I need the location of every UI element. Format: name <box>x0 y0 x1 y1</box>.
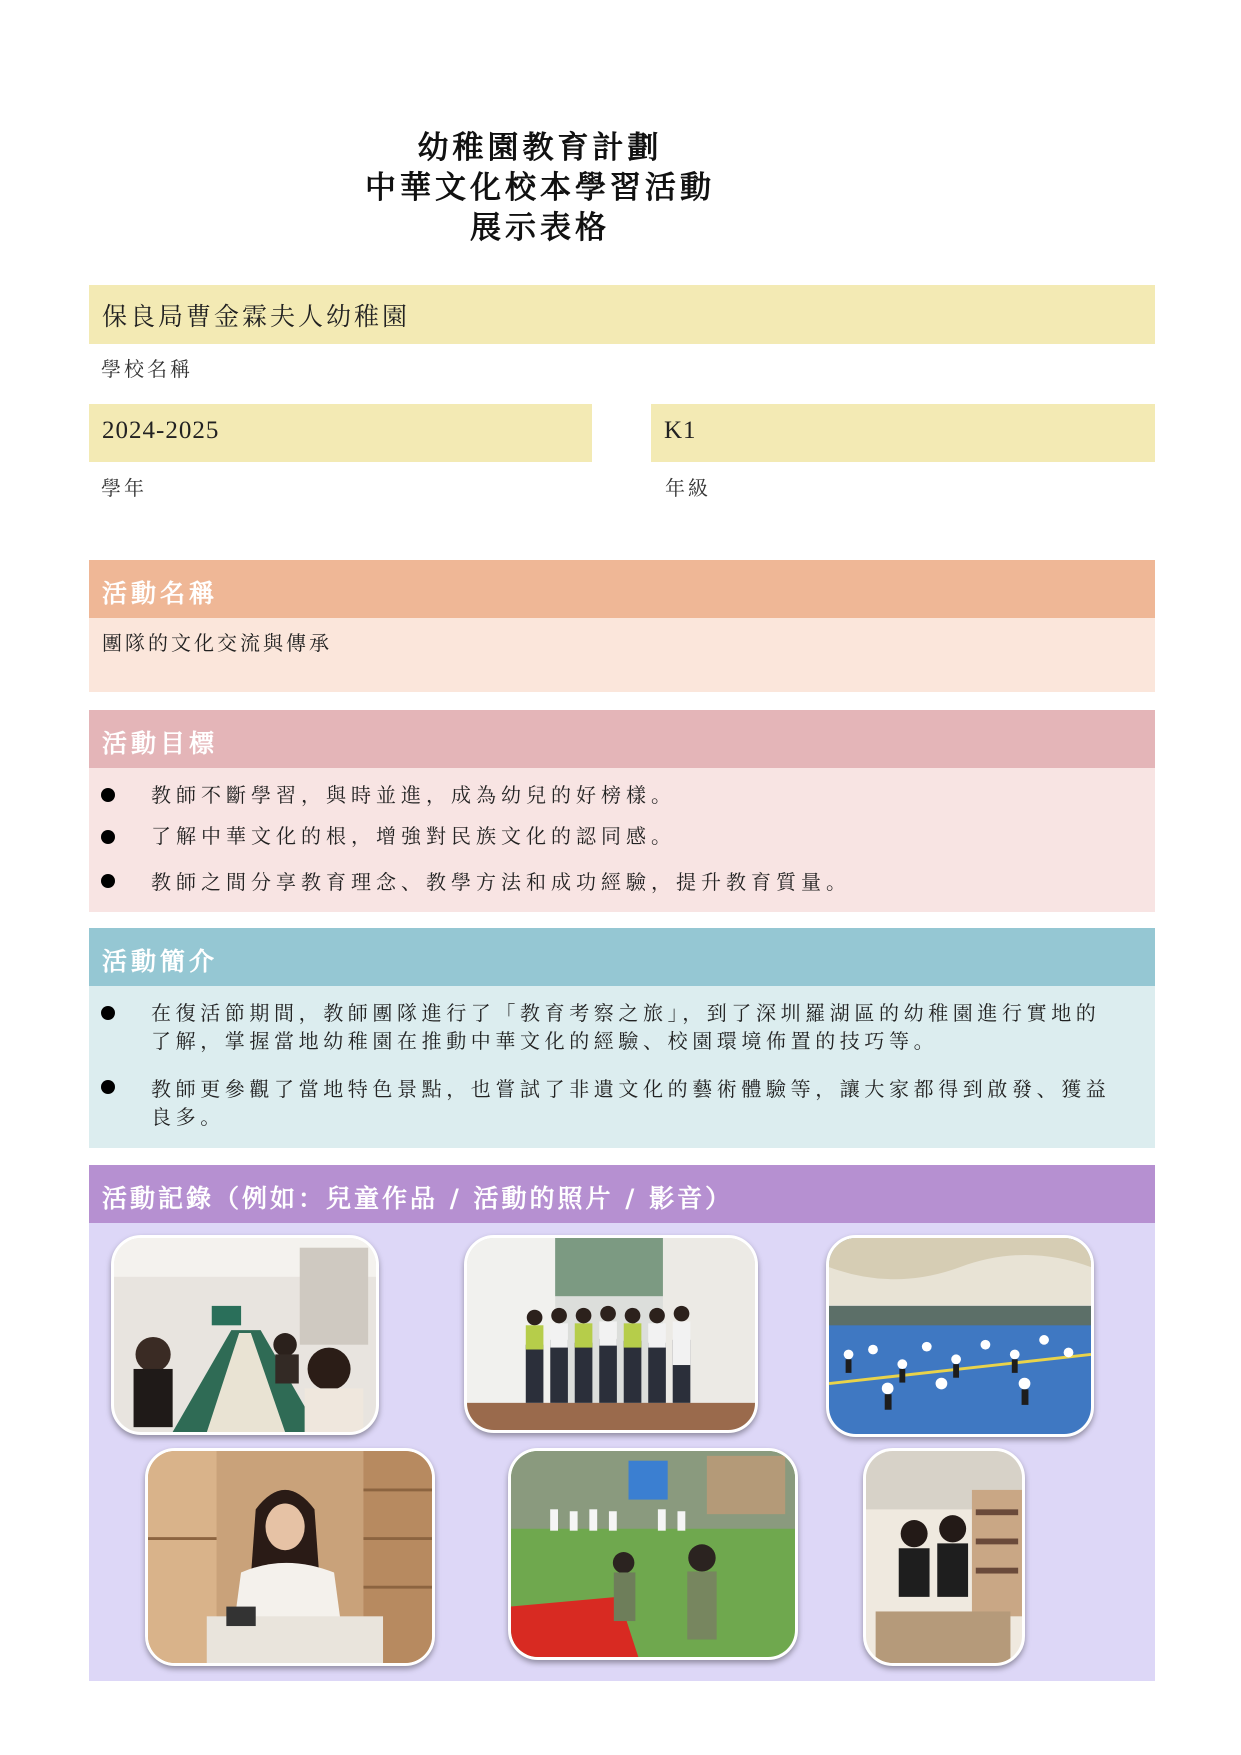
bullet-icon <box>101 830 115 844</box>
school-year-value: 2024-2025 <box>102 417 220 444</box>
school-name-label: 學校名稱 <box>101 357 193 381</box>
intro-item-1-line2: 了解，掌握當地幼稚園在推動中華文化的經驗、校園環境佈置的技巧等。 <box>151 1029 939 1053</box>
objectives-header <box>89 710 1155 768</box>
photo-craft-workshop <box>145 1448 435 1666</box>
school-name-value: 保良局曹金霖夫人幼稚園 <box>102 302 411 331</box>
photo-shop-visit <box>863 1448 1025 1666</box>
photo-group-stairs <box>464 1235 758 1433</box>
bullet-icon <box>101 874 115 888</box>
school-year-label: 學年 <box>101 476 147 500</box>
grade-value: K1 <box>664 417 697 444</box>
activity-name-header <box>89 560 1155 618</box>
records-body <box>89 1223 1155 1681</box>
intro-item-2-line2: 良多。 <box>151 1105 225 1129</box>
grade-field <box>651 404 1155 462</box>
page-title-block <box>0 128 1080 248</box>
bullet-icon <box>101 788 115 802</box>
bullet-icon <box>101 1006 115 1020</box>
activity-name-body <box>89 618 1155 692</box>
activity-name-text: 團隊的文化交流與傳承 <box>102 631 332 655</box>
intro-header <box>89 928 1155 986</box>
page-title-line3: 展示表格 <box>470 210 610 246</box>
objectives-heading: 活動目標 <box>102 729 219 758</box>
intro-item-1-line1: 在復活節期間，教師團隊進行了「教育考察之旅」，到了深圳羅湖區的幼稚園進行實地的 <box>151 1001 1101 1025</box>
bullet-icon <box>101 1080 115 1094</box>
intro-heading: 活動簡介 <box>102 947 219 976</box>
intro-item-2-line1: 教師更參觀了當地特色景點，也嘗試了非遺文化的藝術體驗等，讓大家都得到啟發、獲益 <box>151 1077 1111 1101</box>
records-heading: 活動記錄（例如：兒童作品 / 活動的照片 / 影音） <box>102 1184 734 1213</box>
activity-name-heading: 活動名稱 <box>102 579 219 608</box>
objective-item: 教師不斷學習，與時並進，成為幼兒的好榜樣。 <box>151 783 676 807</box>
objective-item: 了解中華文化的根，增強對民族文化的認同感。 <box>151 824 676 848</box>
records-header <box>89 1165 1155 1223</box>
objectives-body <box>89 768 1155 912</box>
photo-meeting-room <box>111 1235 379 1435</box>
grade-label: 年級 <box>665 476 711 500</box>
school-name-field <box>89 285 1155 344</box>
photo-outdoor-lawn <box>508 1448 798 1660</box>
page-title-line1: 幼稚園教育計劃 <box>417 130 663 166</box>
school-year-field <box>89 404 592 462</box>
page-title-line2: 中華文化校本學習活動 <box>365 170 715 206</box>
photo-playground <box>826 1235 1094 1437</box>
intro-body <box>89 986 1155 1148</box>
objective-item: 教師之間分享教育理念、教學方法和成功經驗，提升教育質量。 <box>151 870 851 894</box>
